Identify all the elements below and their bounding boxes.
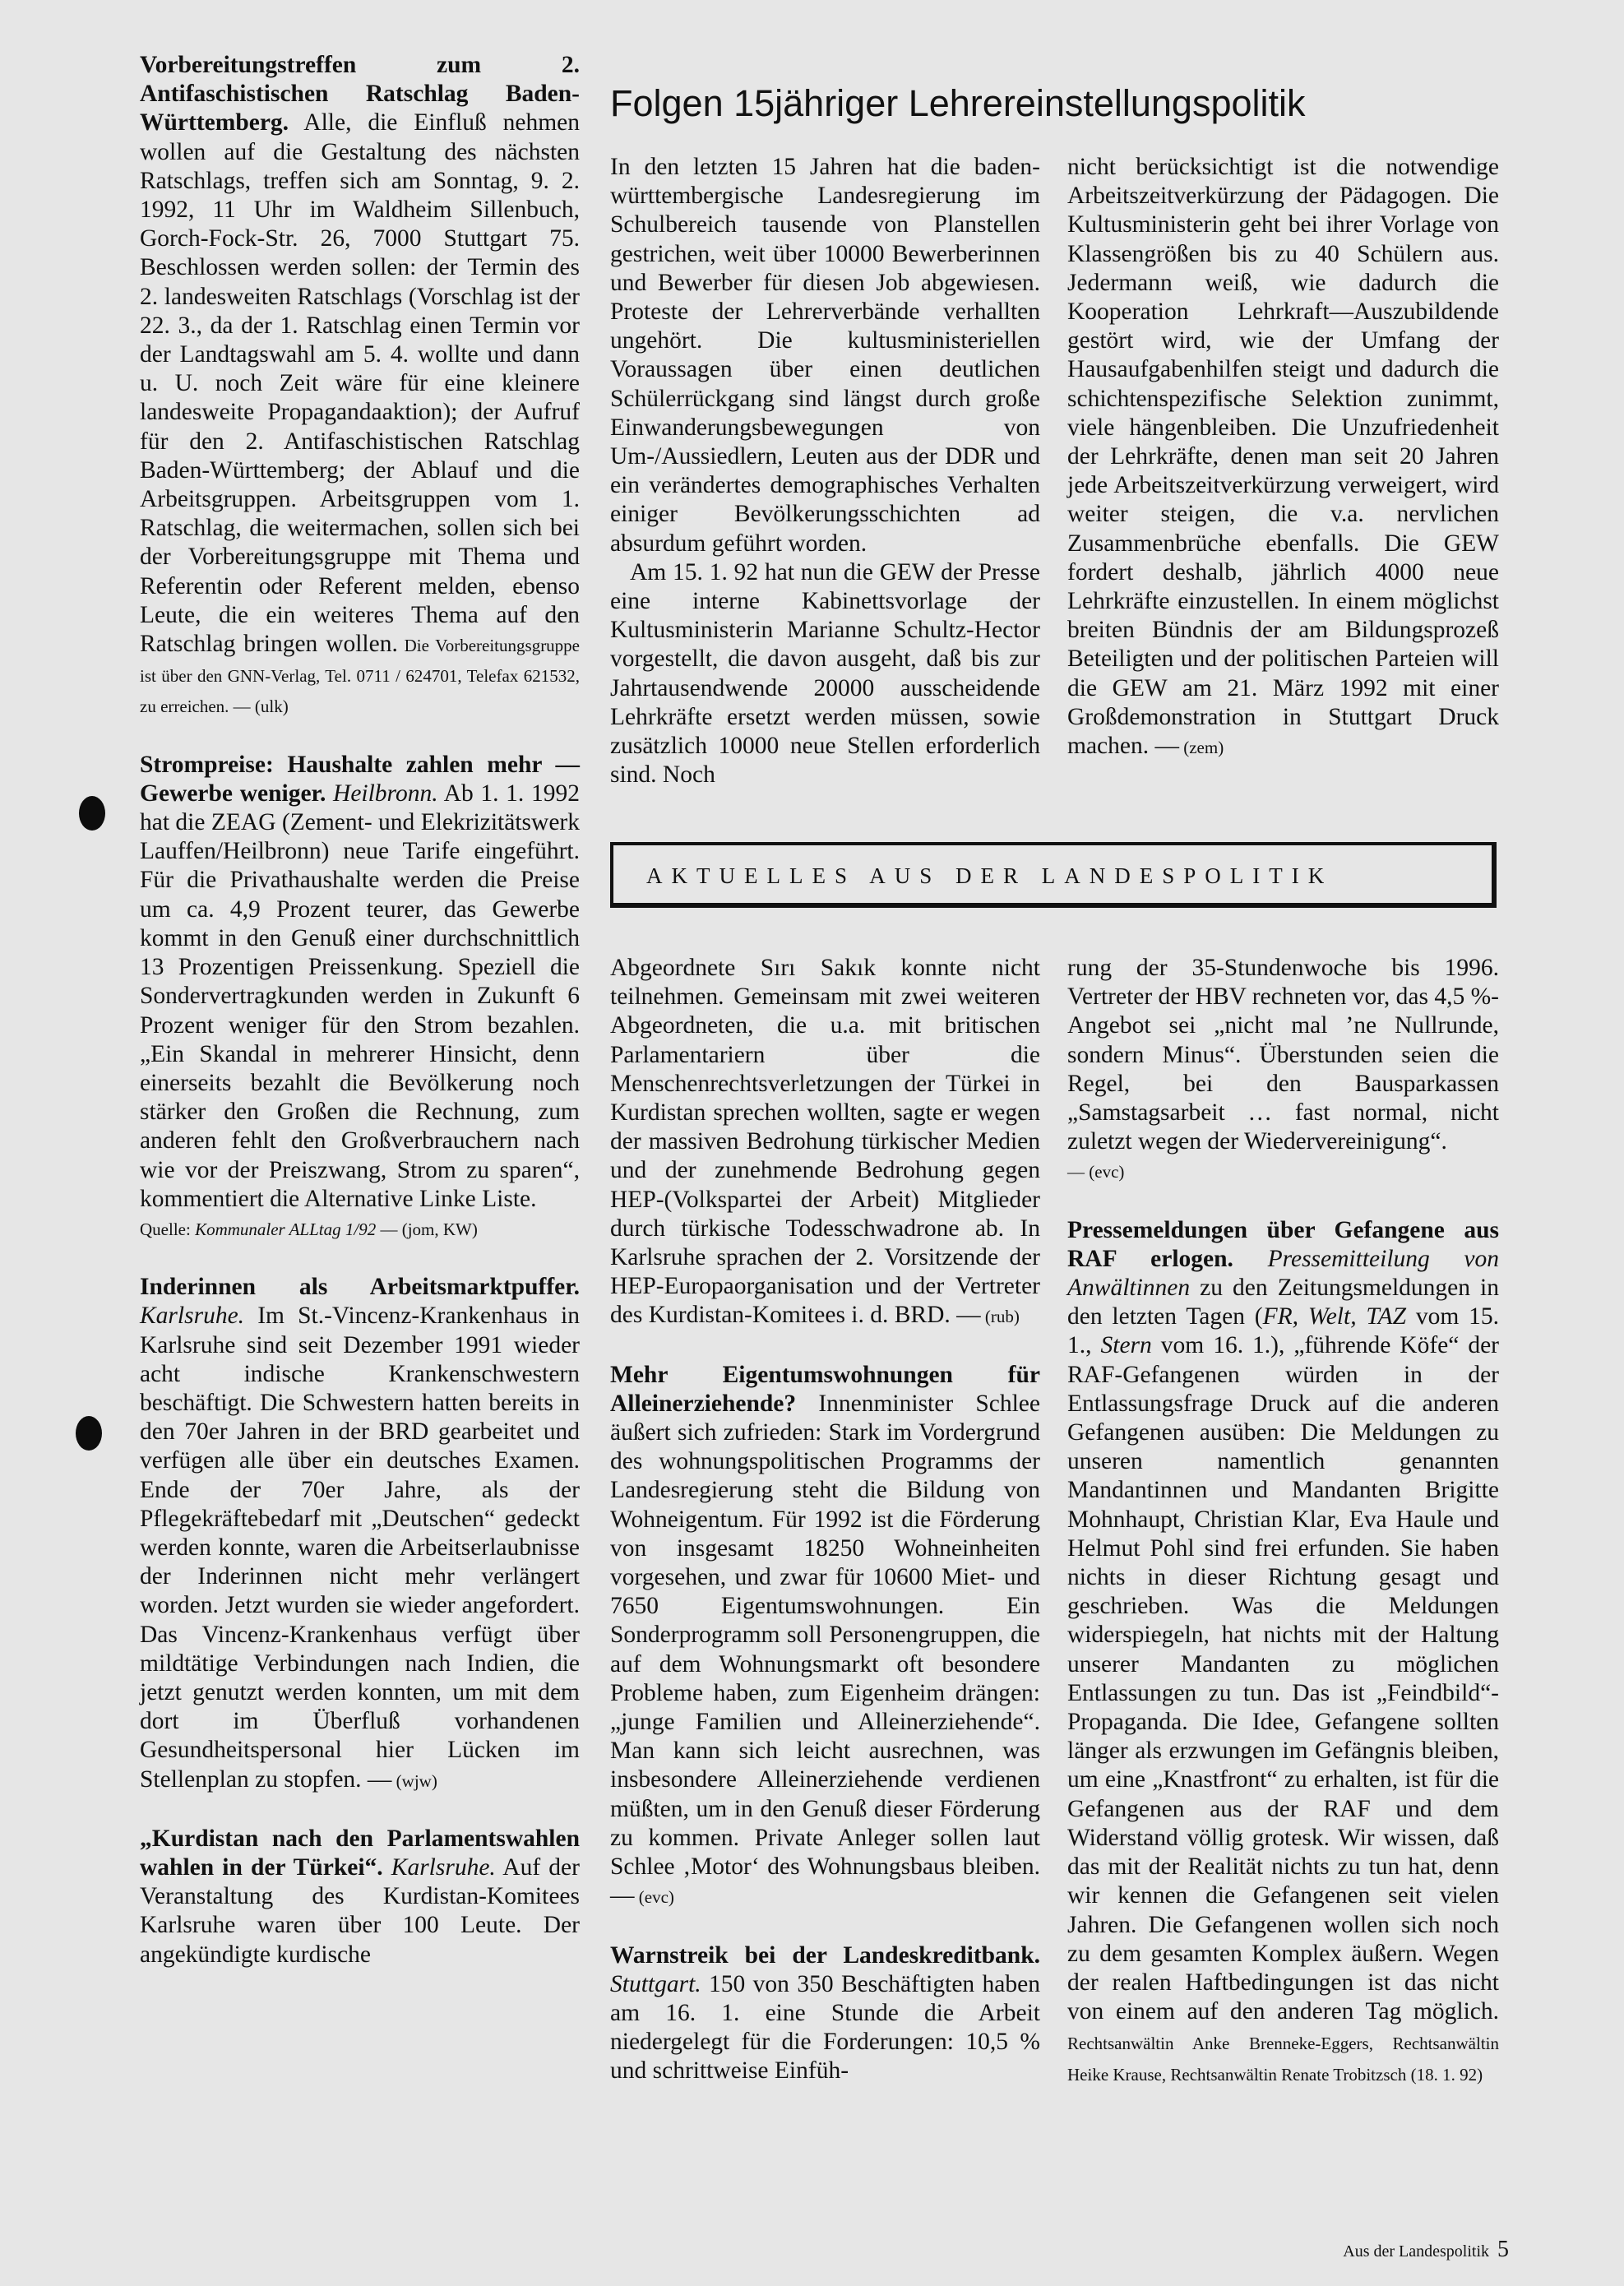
page-footer <box>1343 2237 1509 2263</box>
article-warnstreik-continued: rung der 35-Stundenwoche bis 1996. Vertreter der HBV rechneten vor, das 4,5 %-Angebot sei „nicht mal ’ne Nullrunde, sondern Minus“. Überstunden seien die Regel, bei den Bausparkassen „Samstagsarbeit … fast normal, nicht zuletzt wegen der Wiedervereinigung“. — (evc) <box>1067 955 1499 1182</box>
article-eigentumswohnungen: Mehr Eigentumswohnungen für Alleinerziehende? Innenminister Schlee äußert sich zufrieden: Stark im Vordergrund des wohnungspolitischen Programms der Landesregierung steht die Bildung von Wohneigentum. Für 1992 ist die Förderung von insgesamt 18250 Wohneinheiten vorgesehen, und zwar für 10600 Miet- und 7650 Eigentumswohnungen. Ein Sonderprogramm soll Personengruppen, die auf dem Wohnungsmarkt oft besondere Probleme haben, zum Eigenheim drängen: „junge Familien und Alleinerziehende“. Man kann sich leicht ausrechnen, was insbesondere Alleinerziehende verdienen müßten, um in den Genuß dieser Förderung zu kommen. Private Anleger sollen laut Schlee ‚Motor‘ des Wohnungsbaus bleiben. — (evc) <box>610 1361 1040 1909</box>
column-right-top <box>1067 153 1499 762</box>
footer-section: Aus der Landespolitik <box>1343 2242 1489 2261</box>
column-left <box>140 51 580 1969</box>
article-kurdistan-continued: Abgeordnete Sırı Sakık konnte nicht teilnehmen. Gemeinsam mit zwei weiteren Abgeordneten, die u.a. mit britischen Parlamentariern über die Menschenrechtsverletzungen der Türkei in Kurdistan sprechen wollten, sagte er wegen der massiven Bedrohung türkischer Medien und der zunehmende Bedrohung gegen HEP-(Volkspartei der Arbeit) Mitglieder durch türkische Todesschwadrone ab. In Karlsruhe sprachen der 2. Vorsitzende der HEP-Europaorganisation und der Vertreter des Kurdistan-Komitees i. d. BRD. — (rub) <box>610 955 1040 1329</box>
paragraph: Am 15. 1. 92 hat nun die GEW der Presse eine interne Kabinettsvorlage der Kultusministerin Marianne Schultz-Hector vorgestellt, die davon ausgeht, daß bis zur Jahrtausendwende 20000 ausscheidende Lehrkräfte ersetzt werden müssen, sowie zusätzlich 10000 neue Stellen erforderlich sind. Noch <box>610 558 1040 789</box>
section-banner <box>610 842 1497 908</box>
article-strompreise: Strompreise: Haushalte zahlen mehr — Gewerbe weniger. Heilbronn. Ab 1. 1. 1992 hat die ZEAG (Zement- und Elekrizitätswerk Lauffen/Heilbronn) neue Tarife eingeführt. Für die Privathaushalte werden die Preise um ca. 4,9 Prozent teurer, das Gewerbe kommt in den Genuß einer durchschnittlich 13 Prozentigen Preissenkung. Speziell die Sondervertragkunden werden in Zukunft 6 Prozent weniger für den Strom bezahlen. „Ein Skandal in mehrerer Hinsicht, denn einerseits bezahlt die Bevölkerung noch stärker den Großen die Rechnung, zum anderen fehlt den Großverbrauchern nach wie vor der Preiszwang, Strom zu sparen“, kommentiert die Alternative Linke Liste. Quelle: Kommunaler ALLtag 1/92 — (jom, KW) <box>140 751 580 1239</box>
punch-hole-bottom <box>76 1416 102 1451</box>
paragraph: In den letzten 15 Jahren hat die baden-württembergische Landesregierung im Schulbereich tausende von Planstellen gestrichen, weit über 10000 Bewerberinnen und Bewerber für diesen Job abgewiesen. Proteste der Lehrerverbände verhallten ungehört. Die kultusministeriellen Voraussagen über einen deutlichen Schülerrückgang sind längst durch große Einwanderungsbewegungen von Um-/Aussiedlern, Leuten aus der DDR und ein verändertes demographisches Verhalten einiger Bevölkerungsschichten ad absurdum geführt worden. <box>610 154 1040 557</box>
headline: Folgen 15jähriger Lehrereinstellungspolitik <box>610 82 1306 124</box>
article-inderinnen: Inderinnen als Arbeitsmarktpuffer. Karlsruhe. Im St.-Vincenz-Krankenhaus in Karlsruhe sind seit Dezember 1991 wieder acht indische Krankenschwestern beschäftigt. Die Schwestern hatten bereits in den 70er Jahren in der BRD gearbeitet und verfügen alle über ein deutsches Examen. Ende der 70er Jahre, als der Pflegekräftebedarf mit „Deutschen“ gedeckt werden konnte, waren die Arbeitserlaubnisse der Inderinnen nicht mehr verlängert worden. Jetzt wurden sie wieder angefordert. Das Vincenz-Krankenhaus verfügt über mildtätige Verbindungen nach Indien, die jetzt genutzt werden konnten, um mit dem dort im Überfluß vorhandenen Gesundheitspersonal hier Lücken im Stellenplan zu stopfen. — (wjw) <box>140 1274 580 1793</box>
article-pressemeldungen: Pressemeldungen über Gefangene aus RAF erlogen. Pressemitteilung von Anwältinnen zu den Zeitungsmeldungen in den letzten Tagen (FR, Welt, TAZ vom 15. 1., Stern vom 16. 1.), „führende Köfe“ der RAF-Gefangenen würden in der Entlassungsfrage Druck auf die anderen Gefangenen ausüben: Die Meldungen zu unseren namentlich genannten Mandantinnen und Mandanten Brigitte Mohnhaupt, Christian Klar, Eva Haule und Helmut Pohl sind frei erfunden. Sie haben nichts in dieser Richtung gesagt und geschrieben. Was die Meldungen widerspiegeln, hat nichts mit der Haltung unserer Mandanten zu möglichen Entlassungen zu tun. Das ist „Feindbild“-Propaganda. Die Idee, Gefangene sollten länger als erzwungen im Gefängnis bleiben, um eine „Knastfront“ zu erhalten, ist für die Gefangenen aus der RAF und dem Widerstand völlig grotesk. Wir wissen, daß das mit der Realität nichts zu tun hat, denn wir kennen die Gefangenen seit vielen Jahren. Die Gefangenen wollen sich noch zu dem gesamten Komplex äußern. Wegen der realen Haftbedingungen ist das nicht von einem auf den anderen Tag möglich. Rechtsanwältin Anke Brenneke-Eggers, Rechtsanwältin Heike Krause, Rechtsanwältin Renate Trobitzsch (18. 1. 92) <box>1067 1216 1500 2085</box>
article-warnstreik: Warnstreik bei der Landeskreditbank. Stuttgart. 150 von 350 Beschäftigten haben am 16. 1. eine Stunde die Arbeit niedergelegt für die Forderungen: 10,5 % und schrittweise Einfüh- <box>610 1941 1040 2085</box>
column-middle-top <box>610 153 1040 789</box>
article-kurdistan: „Kurdistan nach den Parlamentswahlen wahlen in der Türkei“. Karlsruhe. Auf der Veranstaltung des Kurdistan-Komitees Karlsruhe waren über 100 Leute. Der angekündigte kurdische <box>140 1825 580 1968</box>
punch-hole-top <box>79 796 105 831</box>
section-banner-label: AKTUELLES AUS DER LANDESPOLITIK <box>646 863 1334 888</box>
column-right-bottom <box>1067 954 1499 2089</box>
paragraph: nicht berücksichtigt ist die notwendige Arbeitszeitverkürzung der Pädagogen. Die Kultusministerin geht bei ihrer Vorlage von Klassengrößen bis zu 40 Schülern aus. Jedermann weiß, wie dadurch die Kooperation Lehrkraft—Auszubildende gestört wird, wie der Umfang der Hausaufgabenhilfen steigt und dadurch die schichtenspezifische Selektion zunimmt, viele hängenbleiben. Die Unzufriedenheit der Lehrkräfte, denen man seit 20 Jahren jede Arbeitszeitverkürzung verweigert, wird weiter steigen, die v.a. nervlichen Zusammenbrüche ebenfalls. Die GEW fordert deshalb, jährlich 4000 neue Lehrkräfte einzustellen. In einem möglichst breiten Bündnis der am Bildungsprozeß Beteiligten und der politischen Parteien will die GEW am 21. März 1992 mit einer Großdemonstration in Stuttgart Druck machen. — (zem) <box>1067 154 1499 760</box>
article-vorbereitungstreffen: Vorbereitungstreffen zum 2. Antifaschistischen Ratschlag Baden-Württemberg. Alle, die Einfluß nehmen wollen auf die Gestaltung des nächsten Ratschlags, treffen sich am Sonntag, 9. 2. 1992, 11 Uhr im Waldheim Sillenbuch, Gorch-Fock-Str. 26, 7000 Stuttgart 75. Beschlossen werden sollen: der Termin des 2. landesweiten Ratschlags (Vorschlag ist der 22. 3., da der 1. Ratschlag einen Termin vor der Landtagswahl am 5. 4. wollte und dann u. U. noch Zeit wäre für eine kleinere landesweite Propagandaaktion); der Aufruf für den 2. Antifaschistischen Ratschlag Baden-Württemberg; der Ablauf und die Arbeitsgruppen. Arbeitsgruppen vom 1. Ratschlag, die weitermachen, sollen sich bei der Vorbereitungsgruppe mit Thema und Referentin oder Referent melden, ebenso Leute, die ein weiteres Thema auf den Ratschlag bringen wollen. Die Vorbereitungsgruppe ist über den GNN-Verlag, Tel. 0711 / 624701, Telefax 621532, zu erreichen. — (ulk) <box>140 52 581 717</box>
column-middle-bottom <box>610 954 1040 2086</box>
page-number: 5 <box>1497 2237 1509 2262</box>
